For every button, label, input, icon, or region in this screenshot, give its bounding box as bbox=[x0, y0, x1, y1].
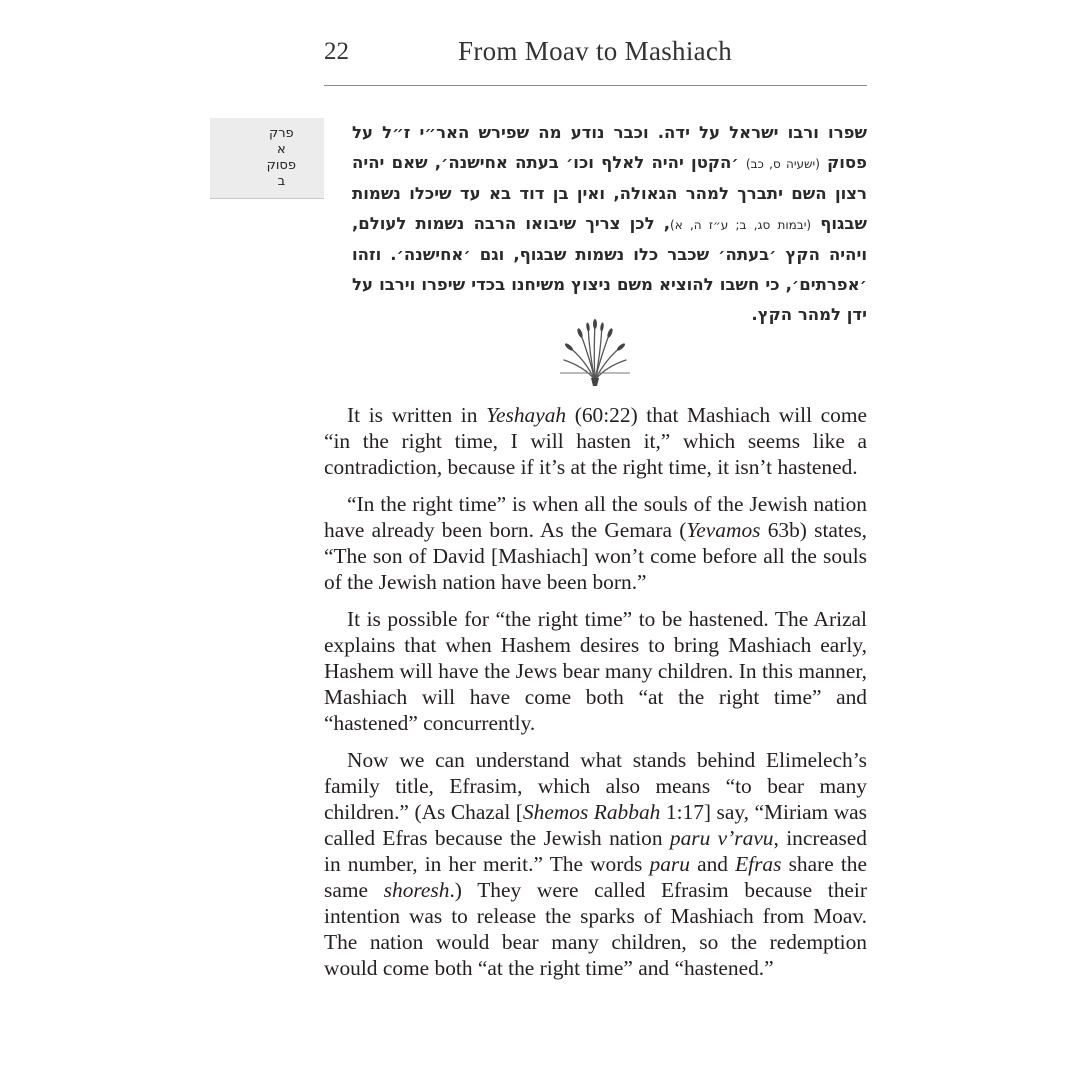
chapter-label: פרק bbox=[268, 126, 294, 141]
italic-term: paru bbox=[649, 852, 690, 876]
chapter-number: א bbox=[276, 142, 286, 157]
text-run: Now we can understand what stands behind Elimelech’s family title, Efrasim, which also means “to bear many children.” (As Chazal [ bbox=[324, 748, 867, 824]
italic-term: Efras bbox=[735, 852, 782, 876]
hebrew-source-citation: (ישעיה ס, כב) bbox=[745, 157, 820, 171]
running-title: From Moav to Mashiach bbox=[458, 36, 733, 66]
italic-term: Shemos Rabbah bbox=[522, 800, 661, 824]
page-number: 22 bbox=[324, 38, 349, 65]
text-run: and bbox=[689, 852, 736, 876]
italic-term: paru v’ravu bbox=[669, 826, 774, 850]
text-run: It is possible for “the right time” to be hastened. The Arizal explains that when Hashem desires to bring Mashiach early, Hashem will have the Jews bear many children. In this manner, Mashiach will have come both “at the right time” and “hastened” concurrently. bbox=[324, 607, 867, 735]
verse-label: פסוק bbox=[266, 158, 296, 173]
italic-term: Yevamos bbox=[686, 518, 761, 542]
text-run: , increased in number, in her merit.” The words bbox=[324, 826, 867, 876]
text-run: 63b) states, “The son of David [Mashiach] won’t come before all the souls of the Jewish nation have been born.” bbox=[324, 518, 867, 594]
paragraph-3 bbox=[324, 606, 867, 736]
hebrew-commentary bbox=[352, 118, 867, 330]
paragraph-1 bbox=[324, 402, 867, 480]
italic-term: Yeshayah bbox=[486, 403, 567, 427]
hebrew-text: , לכן צריך שיבואו הרבה נשמות לעולם, ויהיה הקץ ׳בעתה׳ שכבר כלו נשמות שבגוף, וגם ׳אחישנה׳. וזהו ׳אפרתים׳, כי חשבו להוציא משם ניצוץ משיחנו בכדי שיפרו וירבו על ידן למהר הקץ. bbox=[352, 214, 867, 324]
text-run: 1:17] say, “Miriam was called Efras because the Jewish nation bbox=[324, 800, 867, 850]
text-run: “In the right time” is when all the souls of the Jewish nation have already been born. As the Gemara ( bbox=[324, 492, 867, 542]
hebrew-text: שפרו ורבו ישראל על ידה. וכבר נודע מה שפירש האר״י ז״ל על פסוק bbox=[352, 123, 867, 172]
hebrew-text: ׳הקטן יהיה לאלף וכו׳ בעתה אחישנה׳, שאם יהיה רצון השם יתברך למהר הגאולה, ואין בן דוד בא עד שיכלו נשמות שבגוף bbox=[352, 153, 868, 233]
chapter-verse-label bbox=[267, 126, 296, 190]
header-divider bbox=[324, 85, 867, 86]
body-text bbox=[324, 402, 867, 992]
paragraph-4 bbox=[324, 747, 867, 981]
wheat-sheaf-icon bbox=[558, 318, 632, 390]
italic-term: shoresh bbox=[383, 878, 450, 902]
verse-number: ב bbox=[277, 174, 286, 189]
text-run: share the same bbox=[324, 852, 867, 902]
chapter-verse-tab bbox=[210, 118, 324, 199]
text-run: (60:22) that Mashiach will come “in the right time, I will hasten it,” which seems like a contradiction, because if it’s at the right time, it isn’t hastened. bbox=[324, 403, 868, 479]
page-header bbox=[324, 30, 867, 86]
hebrew-source-citation: (יבמות סג, ב; ע״ז ה, א) bbox=[670, 218, 812, 232]
paragraph-2 bbox=[324, 491, 867, 595]
text-run: .) They were called Efrasim because their intention was to release the sparks of Mashiach from Moav. The nation would bear many children, so the redemption would come both “at the right time” and “hastened.” bbox=[324, 878, 867, 980]
text-run: It is written in bbox=[347, 403, 487, 427]
